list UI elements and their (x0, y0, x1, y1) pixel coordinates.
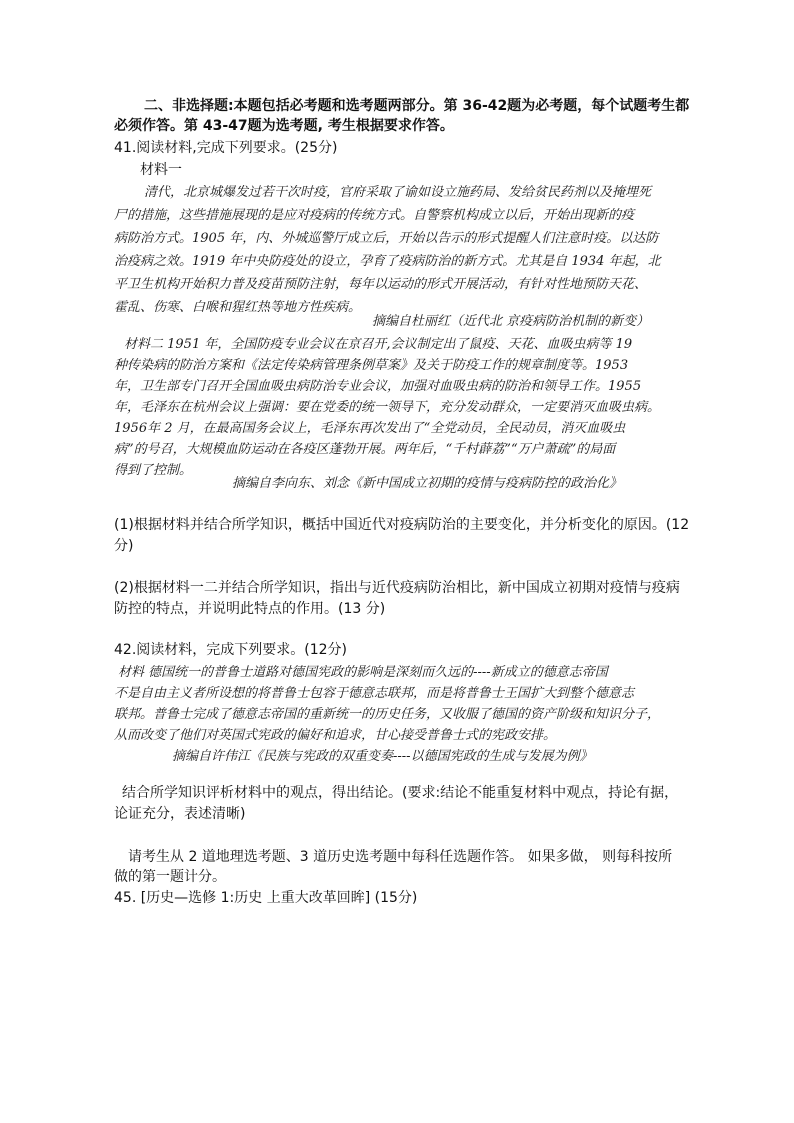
material-2-line: 材料二 1951 年，全国防疫专业会议在京召开,会议制定出了鼠疫、天花、血吸虫病等 19 (124, 337, 633, 352)
question-42-material-line: 材料 德国统一的普鲁士道路对德国宪政的影响是深刻而久远的----新成立的德意志帝国 (118, 665, 608, 680)
question-41-part-1: 分) (114, 538, 134, 554)
material-2-line: 病”的号召，大规模血防运动在各疫区蓬勃开展。两年后，“千村薜荔”“万户萧疏”的局面 (114, 442, 616, 457)
question-42-task: 论证充分，表述清晰) (114, 806, 246, 822)
material-2-line: 年，卫生部专门召开全国血吸虫病防治专业会议，加强对血吸虫病的防治和领导工作。1955 (114, 379, 642, 394)
question-45-header: 45. [历史—选修 1:历史 上重大改革回眸] (15分) (114, 890, 418, 906)
question-41-part-2: 防控的特点，并说明此特点的作用。(13 分) (114, 601, 386, 617)
section-intro-line-1: 二、非选择题:本题包括必考题和选考题两部分。第 36-42题为必考题，每个试题考生都 (144, 98, 690, 114)
material-2-line: 得到了控制。 (114, 463, 193, 478)
elective-note: 请考生从 2 道地理选考题、3 道历史选考题中每科任选题作答。 如果多做， 则每科按所 (128, 849, 673, 865)
material-1-source: 摘编自杜丽红（近代北 京疫病防治机制的新变） (372, 314, 650, 329)
material-2-line: 种传染病的防治方案和《法定传染病管理条例草案》及关于防疫工作的规章制度等。1953 (114, 358, 629, 373)
question-42-material-line: 从而改变了他们对英国式宪政的偏好和追求，甘心接受普鲁士式的宪政安排。 (114, 728, 557, 743)
material-2-line: 1956年 2 月，在最高国务会议上，毛泽东再次发出了“全党动员，全民动员，消灭血吸虫 (114, 421, 626, 436)
material-1-line: 清代，北京城爆发过若干次时疫，官府采取了谕如设立施药局、发给贫民药剂以及掩埋死 (144, 185, 652, 200)
material-1-label: 材料一 (140, 162, 182, 178)
material-1-line: 病防治方式。1905 年，内、外城巡警厅成立后，开始以告示的形式提醒人们注意时疫。以达防 (114, 231, 659, 246)
question-42-material-line: 联邦。普鲁士完成了德意志帝国的重新统一的历史任务，又收服了德国的资产阶级和知识分子， (114, 707, 661, 722)
material-2-line: 年，毛泽东在杭州会议上强调：要在党委的统一领导下，充分发动群众，一定要消灭血吸虫病。 (114, 400, 661, 415)
material-2-source: 摘编自李向东、刘念《新中国成立初期的疫情与疫病防控的政治化》 (232, 476, 623, 491)
section-intro-line-2: 必须作答。第 43-47题为选考题, 考生根据要求作答。 (114, 118, 454, 134)
question-41-part-2: (2)根据材料一二并结合所学知识，指出与近代疫病防治相比，新中国成立初期对疫情与疫病 (114, 580, 680, 596)
question-42-task: 结合所学知识评析材料中的观点，得出结论。(要求:结论不能重复材料中观点，持论有据， (122, 785, 679, 801)
question-42-material-source: 摘编自许伟江《民族与宪政的双重变奏----以德国宪政的生成与发展为例》 (172, 749, 593, 764)
material-1-line: 霍乱、伤寒、白喉和猩红热等地方性疾病。 (114, 300, 362, 315)
question-42-material-line: 不是自由主义者所设想的将普鲁士包容于德意志联邦，而是将普鲁士王国扩大到整个德意志 (114, 686, 635, 701)
question-42-header: 42.阅读材料，完成下列要求。(12分) (114, 642, 348, 658)
question-41-part-1: (1)根据材料并结合所学知识，概括中国近代对疫病防治的主要变化，并分析变化的原因。(12 (114, 517, 690, 533)
material-1-line: 尸的措施，这些措施展现的是应对疫病的传统方式。自警察机构成立以后，开始出现新的疫 (114, 208, 635, 223)
material-1-line: 平卫生机构开始积力普及疫苗预防注射，每年以运动的形式开展活动，有针对性地预防天花、 (114, 277, 648, 292)
question-41-header: 41.阅读材料,完成下列要求。(25分) (114, 140, 338, 156)
elective-note: 做的第一题计分。 (114, 869, 226, 885)
material-1-line: 治疫病之效。1919 年中央防疫处的设立，孕育了疫病防治的新方式。尤其是自 1934 年起，北 (114, 254, 661, 269)
